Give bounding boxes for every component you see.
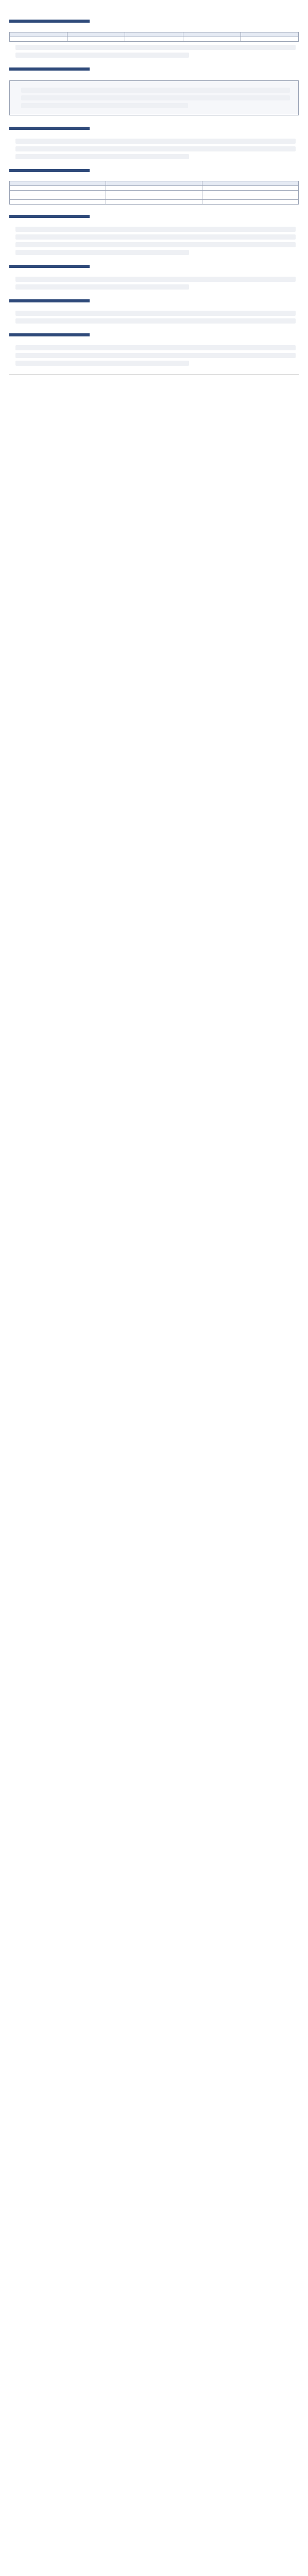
- schedule-header: [202, 181, 299, 186]
- section-2-heading: [9, 67, 90, 71]
- schedule-table: [9, 181, 299, 205]
- section-1-heading: [9, 20, 90, 23]
- text-placeholder: [15, 345, 296, 350]
- schedule-cell: [106, 195, 202, 200]
- text-placeholder: [21, 88, 290, 93]
- text-placeholder: [15, 146, 296, 151]
- section-8-heading: [9, 333, 90, 336]
- text-placeholder: [15, 353, 296, 358]
- text-placeholder: [15, 234, 296, 240]
- schedule-cell: [202, 200, 299, 205]
- schedule-cell: [106, 191, 202, 195]
- summary-header: [125, 32, 183, 37]
- table-row: [10, 37, 299, 41]
- summary-cell: [10, 37, 67, 41]
- section-7-heading: [9, 299, 90, 302]
- text-placeholder: [15, 242, 296, 247]
- schedule-cell: [202, 191, 299, 195]
- schedule-cell: [10, 195, 106, 200]
- text-placeholder: [15, 361, 189, 366]
- text-placeholder: [15, 277, 296, 282]
- schedule-cell: [106, 186, 202, 191]
- summary-cell: [125, 37, 183, 41]
- text-placeholder: [15, 139, 296, 144]
- table-row: [10, 200, 299, 205]
- text-placeholder: [15, 227, 296, 232]
- schedule-cell: [10, 186, 106, 191]
- text-placeholder: [15, 284, 189, 290]
- section-4-heading: [9, 169, 90, 172]
- text-placeholder: [15, 311, 296, 316]
- eligibility-box: [9, 80, 299, 115]
- schedule-cell: [10, 191, 106, 195]
- text-placeholder: [15, 45, 296, 50]
- summary-table: [9, 32, 299, 42]
- text-placeholder: [15, 318, 296, 324]
- footer-org: [9, 374, 299, 378]
- text-placeholder: [21, 103, 188, 108]
- table-row: [10, 186, 299, 191]
- section-6-heading: [9, 265, 90, 268]
- section-3-heading: [9, 127, 90, 130]
- schedule-cell: [202, 195, 299, 200]
- text-placeholder: [15, 53, 189, 58]
- table-row: [10, 191, 299, 195]
- table-row: [10, 195, 299, 200]
- text-placeholder: [15, 250, 189, 255]
- summary-header: [67, 32, 125, 37]
- schedule-cell: [10, 200, 106, 205]
- schedule-cell: [202, 186, 299, 191]
- summary-header: [241, 32, 298, 37]
- summary-cell: [183, 37, 241, 41]
- schedule-cell: [106, 200, 202, 205]
- summary-cell: [67, 37, 125, 41]
- schedule-header: [10, 181, 106, 186]
- text-placeholder: [21, 95, 290, 100]
- summary-cell: [241, 37, 298, 41]
- section-5-heading: [9, 215, 90, 218]
- summary-header: [10, 32, 67, 37]
- summary-header: [183, 32, 241, 37]
- text-placeholder: [15, 154, 189, 159]
- schedule-header: [106, 181, 202, 186]
